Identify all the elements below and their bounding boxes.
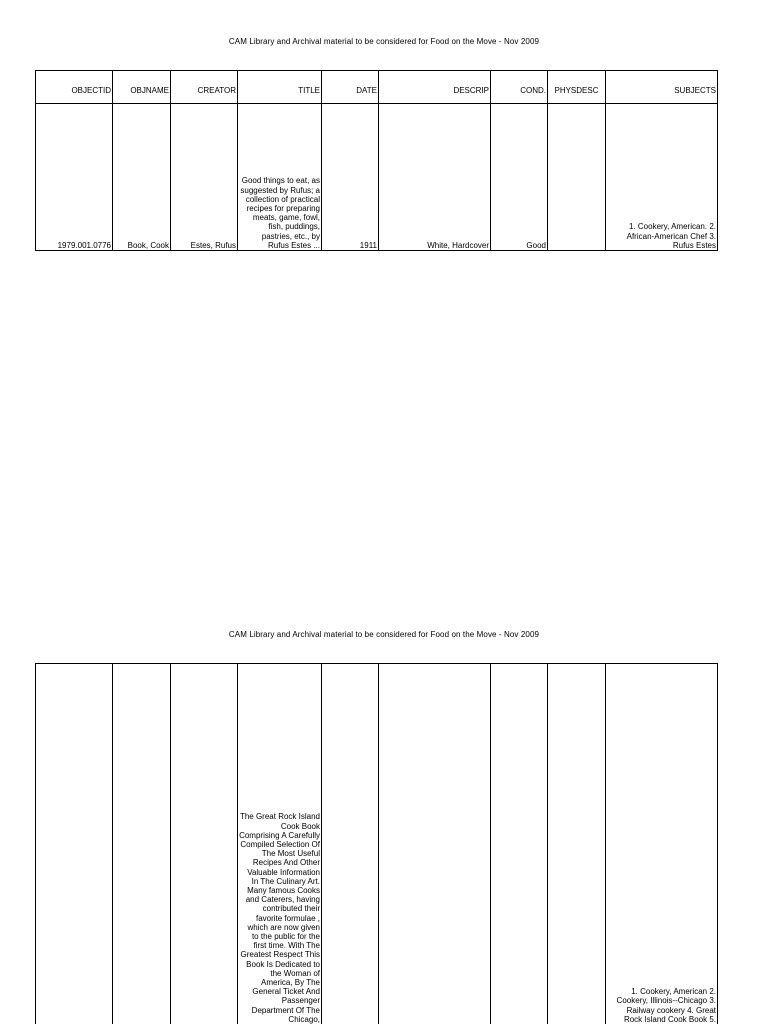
header-physdesc: PHYSDESC bbox=[548, 71, 606, 104]
cell-cond bbox=[491, 664, 548, 1024]
catalog-table bbox=[35, 70, 718, 251]
cell-objname: Book, Cook bbox=[113, 104, 171, 251]
table-row bbox=[36, 664, 718, 1024]
header-title: TITLE bbox=[238, 71, 322, 104]
cell-descrip bbox=[379, 664, 491, 1024]
cell-creator bbox=[171, 664, 238, 1024]
header-objectid: OBJECTID bbox=[36, 71, 113, 104]
cell-physdesc bbox=[548, 664, 606, 1024]
page-title-continued: CAM Library and Archival material to be considered for Food on the Move - Nov 2009 bbox=[228, 630, 540, 639]
cell-subjects: 1. Cookery, American 2. Cookery, Illinois--Chicago 3. Railway cookery 4. Great Rock Island Cook Book 5. bbox=[606, 664, 718, 1024]
header-date: DATE bbox=[322, 71, 379, 104]
header-subjects: SUBJECTS bbox=[606, 71, 718, 104]
cell-date bbox=[322, 664, 379, 1024]
cell-title: Good things to eat, as suggested by Rufus; a collection of practical recipes for preparing meats, game, fowl, fish, puddings, pastries, etc., by Rufus Estes ... bbox=[238, 104, 322, 251]
catalog-table-continued bbox=[35, 663, 718, 1024]
cell-descrip: White, Hardcover bbox=[379, 104, 491, 251]
cell-title: The Great Rock Island Cook Book Comprising A Carefully Compiled Selection Of The Most Useful Recipes And Other Valuable Information In The Culinary Art. Many famous Cooks and Caterers, having contributed their favorite formulae , which are now given to the public for the first time. With The Greatest Respect This Book Is Dedicated to the Woman of America, By The General Ticket And Passenger Department Of The Chicago, bbox=[238, 664, 322, 1024]
cell-creator: Estes, Rufus bbox=[171, 104, 238, 251]
table-row bbox=[36, 104, 718, 251]
cell-objectid: 1979.001.0776 bbox=[36, 104, 113, 251]
cell-objname bbox=[113, 664, 171, 1024]
cell-cond: Good bbox=[491, 104, 548, 251]
cell-physdesc bbox=[548, 104, 606, 251]
header-cond: COND. bbox=[491, 71, 548, 104]
header-objname: OBJNAME bbox=[113, 71, 171, 104]
cell-objectid bbox=[36, 664, 113, 1024]
cell-subjects: 1. Cookery, American. 2. African-American Chef 3. Rufus Estes bbox=[606, 104, 718, 251]
header-creator: CREATOR bbox=[171, 71, 238, 104]
header-descrip: DESCRIP bbox=[379, 71, 491, 104]
page-title: CAM Library and Archival material to be considered for Food on the Move - Nov 2009 bbox=[228, 37, 540, 46]
header-row bbox=[36, 71, 718, 104]
cell-date: 1911 bbox=[322, 104, 379, 251]
